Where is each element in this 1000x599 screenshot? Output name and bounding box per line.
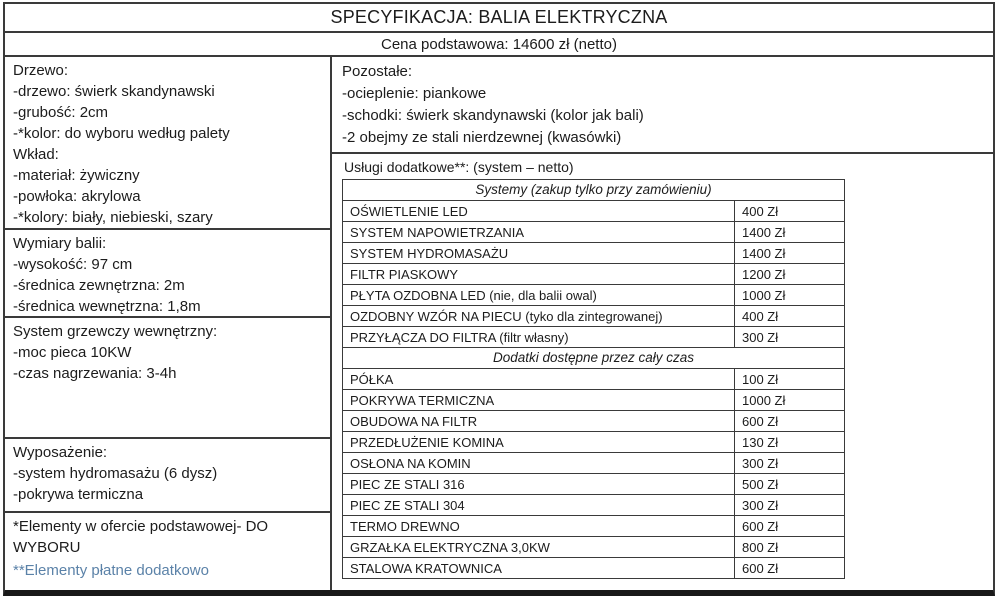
service-price: 600 Zł bbox=[735, 411, 845, 432]
spec-line: -wysokość: 97 cm bbox=[13, 256, 133, 273]
spec-line: -pokrywa termiczna bbox=[13, 486, 144, 503]
spec-line: Pozostałe: bbox=[342, 63, 413, 80]
spec-line: Wyposażenie: bbox=[13, 444, 108, 461]
section-wyposazenie bbox=[5, 439, 330, 513]
spec-line: Wymiary balii: bbox=[13, 235, 107, 252]
left-column bbox=[5, 57, 332, 590]
service-name: GRZAŁKA ELEKTRYCZNA 3,0KW bbox=[343, 537, 735, 558]
service-price: 1000 Zł bbox=[735, 285, 845, 306]
service-name: TERMO DREWNO bbox=[343, 516, 735, 537]
service-row bbox=[343, 474, 845, 495]
spec-line: -moc pieca 10KW bbox=[13, 344, 132, 361]
service-name: PIEC ZE STALI 304 bbox=[343, 495, 735, 516]
service-price: 800 Zł bbox=[735, 537, 845, 558]
section-drzewo-wklad bbox=[5, 57, 330, 230]
spec-line: -powłoka: akrylowa bbox=[13, 188, 141, 205]
service-row bbox=[343, 390, 845, 411]
service-price: 300 Zł bbox=[735, 495, 845, 516]
service-price: 400 Zł bbox=[735, 201, 845, 222]
service-name: OBUDOWA NA FILTR bbox=[343, 411, 735, 432]
service-price: 1400 Zł bbox=[735, 243, 845, 264]
service-row bbox=[343, 222, 845, 243]
service-row bbox=[343, 306, 845, 327]
service-row bbox=[343, 537, 845, 558]
service-name: PŁYTA OZDOBNA LED (nie, dla balii owal) bbox=[343, 285, 735, 306]
service-name: OSŁONA NA KOMIN bbox=[343, 453, 735, 474]
table-section-dodatki bbox=[343, 348, 845, 369]
service-name: PRZEDŁUŻENIE KOMINA bbox=[343, 432, 735, 453]
spec-sheet bbox=[3, 2, 995, 596]
section-uslugi-dodatkowe bbox=[332, 154, 993, 590]
spec-line: -system hydromasażu (6 dysz) bbox=[13, 465, 218, 482]
spec-line: System grzewczy wewnętrzny: bbox=[13, 323, 218, 340]
service-price: 100 Zł bbox=[735, 369, 845, 390]
spec-line: -schodki: świerk skandynawski (kolor jak bali) bbox=[342, 107, 644, 124]
note-basic-offer: *Elementy w ofercie podstawowej- DO WYBORU bbox=[13, 518, 269, 556]
service-row bbox=[343, 516, 845, 537]
service-row bbox=[343, 201, 845, 222]
service-price: 1400 Zł bbox=[735, 222, 845, 243]
service-price: 600 Zł bbox=[735, 516, 845, 537]
service-price: 300 Zł bbox=[735, 453, 845, 474]
spec-line: -ocieplenie: piankowe bbox=[342, 85, 487, 102]
service-name: PRZYŁĄCZA DO FILTRA (filtr własny) bbox=[343, 327, 735, 348]
service-name: SYSTEM HYDROMASAŻU bbox=[343, 243, 735, 264]
service-price: 300 Zł bbox=[735, 327, 845, 348]
service-row bbox=[343, 369, 845, 390]
spec-line: -czas nagrzewania: 3-4h bbox=[13, 365, 177, 382]
service-name: POKRYWA TERMICZNA bbox=[343, 390, 735, 411]
service-name: FILTR PIASKOWY bbox=[343, 264, 735, 285]
service-price: 500 Zł bbox=[735, 474, 845, 495]
uslugi-label: Usługi dodatkowe**: (system – netto) bbox=[344, 159, 574, 175]
section-pozostale bbox=[332, 57, 993, 154]
spec-line: -grubość: 2cm bbox=[13, 104, 109, 121]
table-section-header: Dodatki dostępne przez cały czas bbox=[343, 348, 845, 369]
service-name: SYSTEM NAPOWIETRZANIA bbox=[343, 222, 735, 243]
right-column bbox=[332, 57, 993, 590]
service-row bbox=[343, 285, 845, 306]
service-price: 400 Zł bbox=[735, 306, 845, 327]
content-columns bbox=[5, 57, 993, 590]
doc-title: SPECYFIKACJA: BALIA ELEKTRYCZNA bbox=[5, 4, 993, 33]
service-row bbox=[343, 264, 845, 285]
service-price: 1200 Zł bbox=[735, 264, 845, 285]
service-row bbox=[343, 243, 845, 264]
service-name: PIEC ZE STALI 316 bbox=[343, 474, 735, 495]
services-table bbox=[342, 179, 845, 579]
spec-line: -drzewo: świerk skandynawski bbox=[13, 83, 215, 100]
spec-line: -materiał: żywiczny bbox=[13, 167, 140, 184]
table-section-header: Systemy (zakup tylko przy zamówieniu) bbox=[343, 180, 845, 201]
service-name: OŚWIETLENIE LED bbox=[343, 201, 735, 222]
service-price: 1000 Zł bbox=[735, 390, 845, 411]
service-row bbox=[343, 495, 845, 516]
service-price: 600 Zł bbox=[735, 558, 845, 579]
spec-line: Wkład: bbox=[13, 146, 59, 163]
spec-line: Drzewo: bbox=[13, 62, 69, 79]
spec-line: -*kolory: biały, niebieski, szary bbox=[13, 209, 213, 226]
service-row bbox=[343, 453, 845, 474]
section-wymiary bbox=[5, 230, 330, 318]
spec-line: -średnica wewnętrzna: 1,8m bbox=[13, 298, 201, 315]
service-row bbox=[343, 432, 845, 453]
service-row bbox=[343, 327, 845, 348]
service-row bbox=[343, 411, 845, 432]
spec-line: -2 obejmy ze stali nierdzewnej (kwasówki) bbox=[342, 129, 622, 146]
table-section-systemy bbox=[343, 180, 845, 201]
note-paid-extra: **Elementy płatne dodatkowo bbox=[13, 562, 209, 579]
service-price: 130 Zł bbox=[735, 432, 845, 453]
service-name: PÓŁKA bbox=[343, 369, 735, 390]
base-price: Cena podstawowa: 14600 zł (netto) bbox=[5, 33, 993, 57]
service-row bbox=[343, 558, 845, 579]
section-system-grzewczy bbox=[5, 318, 330, 439]
service-name: OZDOBNY WZÓR NA PIECU (tyko dla zintegrowanej) bbox=[343, 306, 735, 327]
spec-line: -średnica zewnętrzna: 2m bbox=[13, 277, 185, 294]
service-name: STALOWA KRATOWNICA bbox=[343, 558, 735, 579]
spec-line: -*kolor: do wyboru według palety bbox=[13, 125, 230, 142]
section-footnotes bbox=[5, 513, 330, 590]
